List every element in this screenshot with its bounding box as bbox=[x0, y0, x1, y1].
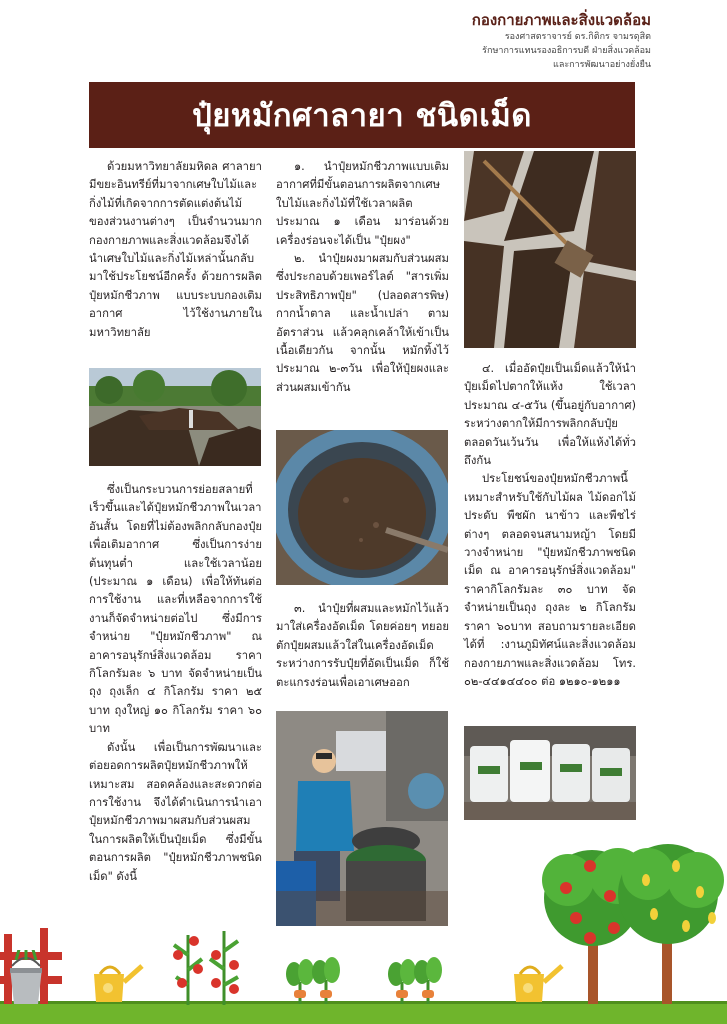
watering-can-icon bbox=[86, 960, 146, 1004]
section-title: กองกายภาพและสิ่งแวดล้อม bbox=[471, 11, 651, 29]
step-1: ๑. นำปุ๋ยหมักชีวภาพแบบเติมอากาศที่มีขั้นตอนการผลิตจากเศษใบไม้และกิ่งไม้ที่ใช้เวลาผลิตประมาณ ๑ เดือน มาร่อนด้วยเครื่องร่อนจะได้เป็น "ปุ๋ยผง" bbox=[276, 160, 449, 247]
step-2: ๒. นำปุ๋ยผงมาผสมกับส่วนผสมซึ่งประกอบด้วยเพอร์ไลต์ "สารเพิ่มประสิทธิภาพปุ๋ย" (ปลอดสารพิษ) กากน้ำตาล และน้ำเปล่า ตามอัตราส่วน แล้วคลุกเคล้าให้เข้าเป็นเนื้อเดียวกัน จากนั้น หมักทิ้งไว้ประมาณ ๒-๓วัน เพื่อให้ปุ๋ยผงและส่วนผสมเข้ากัน bbox=[276, 252, 449, 394]
author-name: รองศาสตราจารย์ ดร.กิติกร จามรดุสิต bbox=[504, 32, 651, 42]
mixing-basin-photo bbox=[276, 430, 448, 585]
pellet-machine-photo bbox=[276, 711, 448, 926]
benefits-paragraph: ประโยชน์ของปุ๋ยหมักชีวภาพนี้เหมาะสำหรับใช้กับไม้ผล ไม้ดอกไม้ประดับ พืชผัก นาข้าว และพืชไร่ต่างๆ ตลอดจนสนามหญ้า โดยมีวางจำหน่าย "ปุ๋ยหมักชีวภาพชนิดเม็ด ณ อาคารอนุรักษ์สิ่งแวดล้อม" ราคากิโลกรัมละ ๓๐ บาท จัดจำหน่ายเป็นถุง ถุงละ ๒ กิโลกรัม ราคา ๖๐บาท สอบถามรายละเอียดได้ที่ :งานภูมิทัศน์และสิ่งแวดล้อม กองกายภาพและสิ่งแวดล้อม โทร. ๐๒-๔๔๑๔๔๐๐ ต่อ ๑๒๑๐-๑๒๑๑ bbox=[464, 472, 636, 688]
development-paragraph: ดังนั้น เพื่อเป็นการพัฒนาและต่อยอดการผลิตปุ๋ยหมักชีวภาพให้เหมาะสม สอดคล้องและสะดวกต่อการใช้งาน จึงได้ดำเนินการนำเอาปุ๋ยหมักชีวภาพมาผสมกับส่วนผสมในการผลิตให้เป็นปุ๋ยเม็ด ซึ่งมีขั้นตอนการผลิต "ปุ๋ยหมักชีวภาพชนิดเม็ด" ดังนี้ bbox=[89, 740, 262, 883]
article-title: ปุ๋ยหมักศาลายา ชนิดเม็ด bbox=[192, 98, 532, 134]
drying-pellets-photo bbox=[464, 151, 636, 348]
vegetable-sprout-icon bbox=[388, 952, 444, 1004]
intro-paragraph: ด้วยมหาวิทยาลัยมหิดล ศาลายา มีขยะอินทรีย์ที่มาจากเศษใบไม้และกิ่งไม้ที่เกิดจากการตัดแต่งต้นไม้ของส่วนงานต่างๆ เป็นจำนวนมาก กองกายภาพและสิ่งแวดล้อมจึงได้นำเศษใบไม้และกิ่งไม้เหล่านั้นกลับมาใช้ประโยชน์อีกครั้ง ด้วยการผลิตปุ๋ยหมักชีวภาพ แบบระบบกองเติมอากาศ ไว้ใช้งานภายในมหาวิทยาลัย bbox=[89, 160, 262, 339]
step-3: ๓. นำปุ๋ยที่ผสมและหมักไว้แล้วมาใส่เครื่องอัดเม็ด โดยค่อยๆ ทยอยตักปุ๋ยผสมแล้วใส่ในเครื่องอัดเม็ด ระหว่างการรับปุ๋ยที่อัดเป็นเม็ด ก็ใช้ตะแกรงร่อนเพื่อเอาเศษออก bbox=[276, 602, 449, 689]
column-2-mid bbox=[276, 600, 449, 692]
column-1-bottom bbox=[89, 481, 262, 886]
ground-strip bbox=[0, 1004, 727, 1024]
compost-piles-photo bbox=[89, 368, 261, 466]
fertilizer-bags-photo bbox=[464, 726, 636, 820]
author-position-cont: และการพัฒนาอย่างยั่งยืน bbox=[553, 60, 651, 70]
process-paragraph: ซึ่งเป็นกระบวนการย่อยสลายที่เร็วขึ้นและได้ปุ๋ยหมักชีวภาพในเวลาอันสั้น โดยที่ไม่ต้องพลิกกลับกองปุ๋ยเพื่อเติมอากาศ ซึ่งเป็นการง่าย ต้นทุนต่ำ และใช้เวลาน้อย (ประมาณ ๑ เดือน) เพื่อให้ทันต่อการใช้งาน และที่เหลือจากการใช้งานก็จัดจำหน่ายต่อไป ซึ่งมีการจำหน่าย "ปุ๋ยหมักชีวภาพ" ณ อาคารอนุรักษ์สิ่งแวดล้อม ราคากิโลกรัมละ ๖ บาท จัดจำหน่ายเป็นถุง ถุงเล็ก ๔ กิโลกรัม ราคา ๒๕ บาท ถุงใหญ่ ๑๐ กิโลกรัม ราคา ๖๐ บาท bbox=[89, 483, 262, 736]
tomato-plant-icon bbox=[168, 925, 248, 1005]
author-block bbox=[482, 30, 651, 72]
title-banner bbox=[89, 82, 635, 148]
column-3-text bbox=[464, 360, 636, 691]
fruit-tree-icon bbox=[536, 830, 727, 1004]
column-1-top bbox=[89, 158, 262, 342]
author-position: รักษาการแทนรองอธิการบดี ฝ่ายสิ่งแวดล้อม bbox=[482, 46, 651, 56]
column-2-top bbox=[276, 158, 449, 397]
vegetable-sprout-icon bbox=[286, 952, 342, 1004]
bucket-icon bbox=[6, 950, 46, 1006]
step-4: ๔. เมื่ออัดปุ๋ยเป็นเม็ดแล้วให้นำปุ๋ยเม็ดไปตากให้แห้ง ใช้เวลาประมาณ ๔-๕วัน (ขึ้นอยู่กับอากาศ) ระหว่างตากให้มีการพลิกกลับปุ๋ยตลอดวันเว้นวัน เพื่อให้แห้งได้ทั่ว ถึงกัน bbox=[464, 362, 636, 468]
